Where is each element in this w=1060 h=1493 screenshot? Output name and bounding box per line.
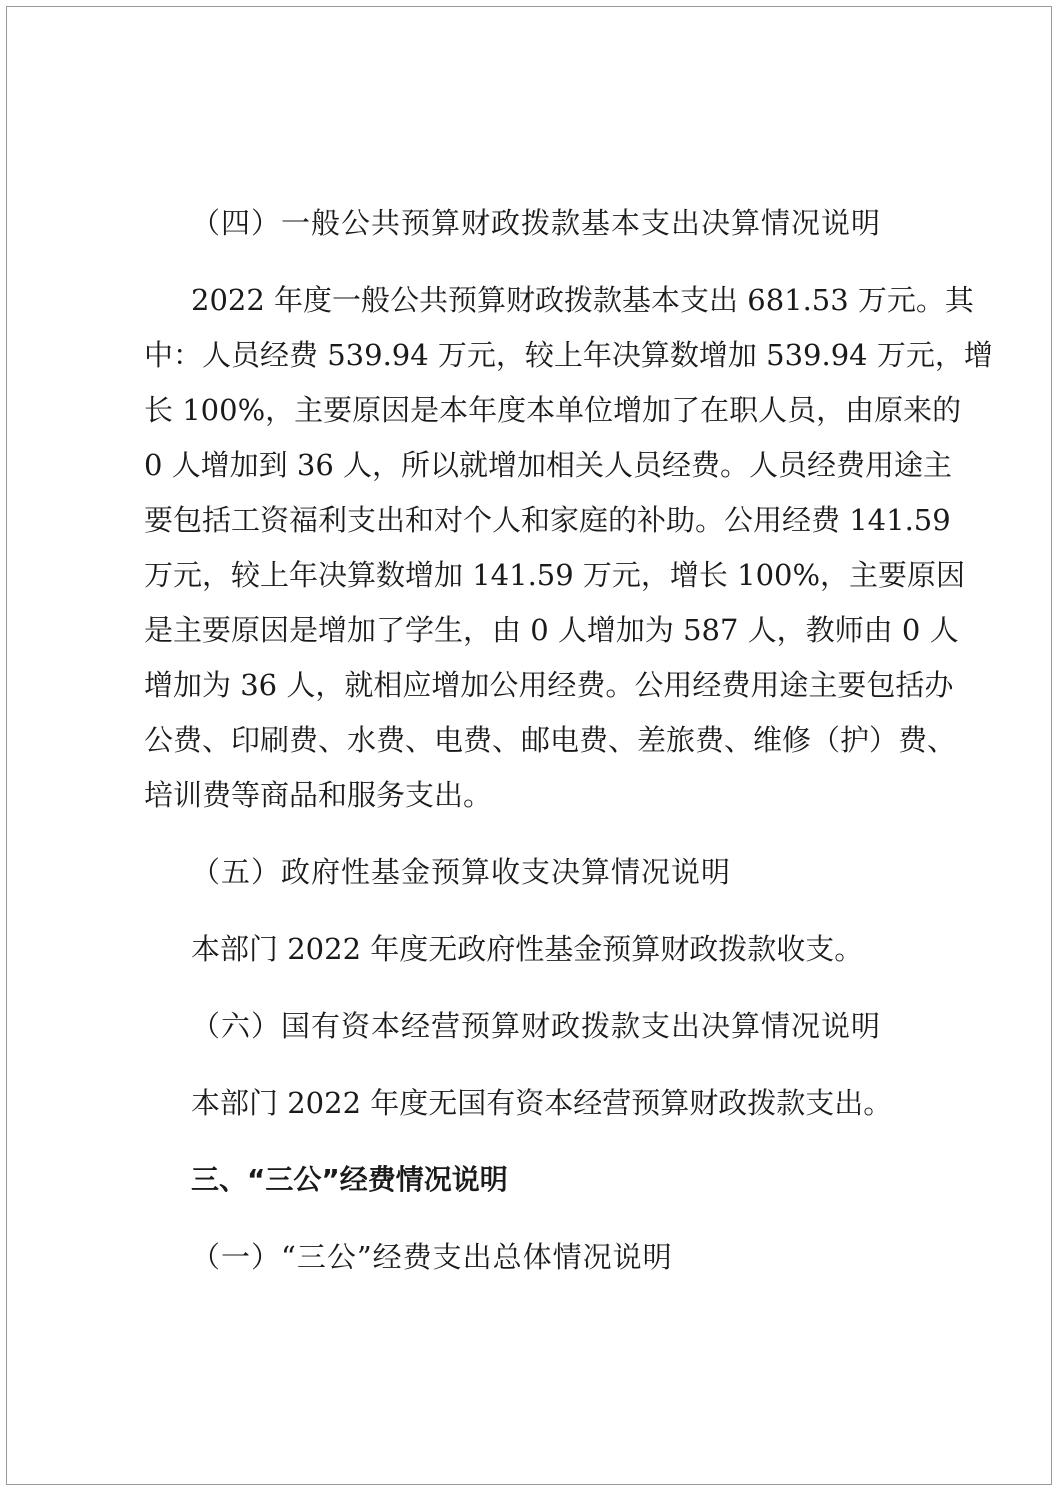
- paragraph-line: 中：人员经费 539.94 万元，较上年决算数增加 539.94 万元，增: [144, 338, 993, 372]
- part-3-sub-1-heading: （一）“三公”经费支出总体情况说明: [191, 1240, 673, 1274]
- paragraph-line: 公费、印刷费、水费、电费、邮电费、差旅费、维修（护）费、: [144, 723, 957, 757]
- paragraph-line: 长 100%，主要原因是本年度本单位增加了在职人员，由原来的: [144, 393, 962, 427]
- document-page: [6, 6, 1052, 1485]
- section-6-heading: （六）国有资本经营预算财政拨款支出决算情况说明: [191, 1009, 882, 1043]
- section-5-text: 本部门 2022 年度无政府性基金预算财政拨款收支。: [191, 932, 864, 966]
- paragraph-line: 万元，较上年决算数增加 141.59 万元，增长 100%，主要原因: [144, 558, 966, 592]
- section-6-text: 本部门 2022 年度无国有资本经营预算财政拨款支出。: [191, 1086, 893, 1120]
- paragraph-line: 增加为 36 人，就相应增加公用经费。公用经费用途主要包括办: [144, 668, 954, 702]
- paragraph-line: 培训费等商品和服务支出。: [144, 778, 493, 812]
- section-4-heading: （四）一般公共预算财政拨款基本支出决算情况说明: [191, 206, 882, 240]
- paragraph-line: 0 人增加到 36 人，所以就增加相关人员经费。人员经费用途主: [144, 448, 953, 482]
- paragraph-line: 2022 年度一般公共预算财政拨款基本支出 681.53 万元。其: [191, 283, 974, 317]
- paragraph-line: 要包括工资福利支出和对个人和家庭的补助。公用经费 141.59: [144, 503, 951, 537]
- section-5-heading: （五）政府性基金预算收支决算情况说明: [191, 855, 732, 889]
- paragraph-line: 是主要原因是增加了学生，由 0 人增加为 587 人，教师由 0 人: [144, 613, 959, 647]
- part-3-heading: 三、“三公”经费情况说明: [191, 1163, 508, 1196]
